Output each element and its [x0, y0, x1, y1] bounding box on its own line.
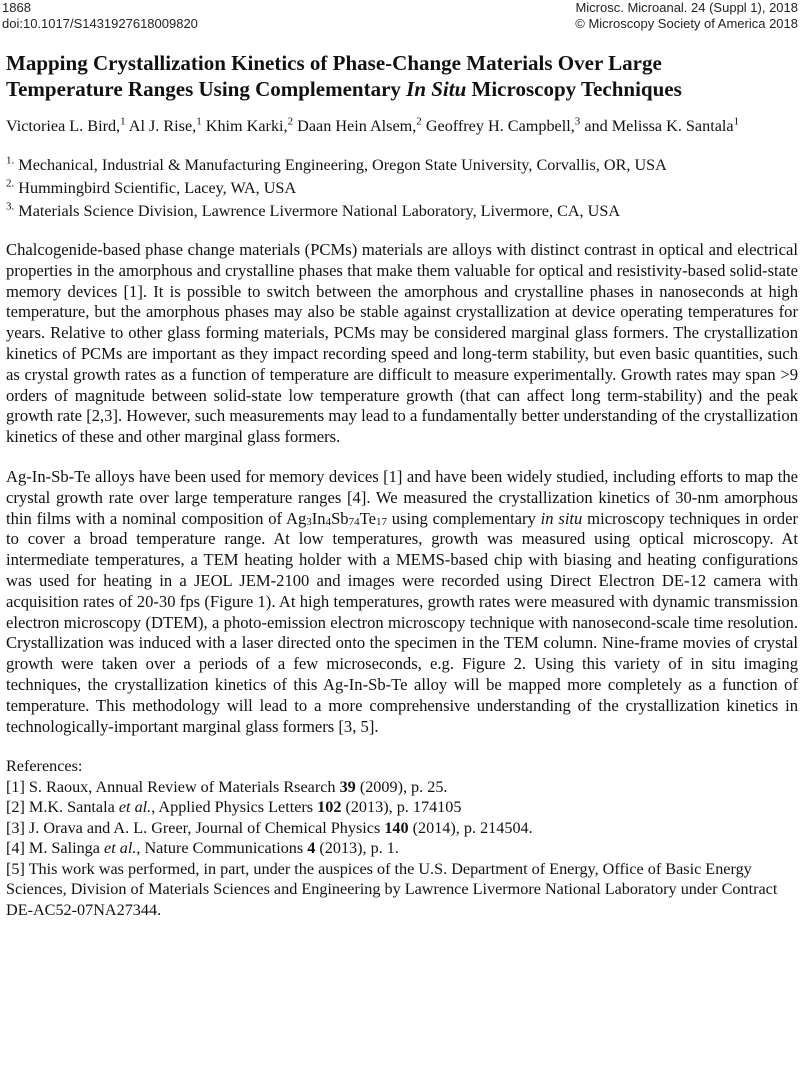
affiliation-number: 3.: [6, 200, 15, 213]
ref-text: [1] S. Raoux, Annual Review of Materials Rsearch: [6, 777, 340, 796]
affiliation-number: 1.: [6, 154, 15, 167]
ref-volume: 102: [317, 798, 342, 817]
ref-volume: 39: [339, 777, 356, 796]
doi: doi:10.1017/S1431927618009820: [2, 16, 198, 31]
reference-item: [5] This work was performed, in part, under the auspices of the U.S. Department of Energy, Office of Basic Energy Sciences, Division of Materials Sciences and Engineering by Lawrence Livermore National Laboratory under Contract DE-AC52-07NA27344.: [6, 859, 778, 919]
page-content: [2, 50, 798, 920]
ref-text: , Nature Communications: [136, 839, 308, 858]
reference-item: [6, 797, 798, 818]
title-line2-pre: Temperature Ranges Using Complementary: [6, 77, 407, 101]
author: Al J. Rise,: [125, 117, 197, 135]
paragraph-italic: in situ: [540, 508, 583, 528]
affiliation-text: Mechanical, Industrial & Manufacturing Engineering, Oregon State University, Corvallis, OR, USA: [14, 156, 667, 174]
ref-text: (2013), p. 1.: [315, 839, 399, 858]
element-symbol: In: [311, 508, 326, 528]
author-affil-sup: 2: [416, 115, 422, 128]
paragraph-text: microscopy techniques in order to cover a broad temperature range. At low temperatures, growth was measured using optical microscopy. At intermediate temperatures, a TEM heating holder with a MEMS-based chip with biasing and heating configurations was used for heating in a JEOL JEM-2100 and images were recorded using Direct Electron DE-12 camera with acquisition rates of 20-30 fps (Figure 1). At high temperatures, growth rates were measured with dynamic transmission electron microscopy (DTEM), a photo-emission electron microscopy technique with nanosecond-scale time resolution. Crystallization was induced with a laser directed onto the specimen in the TEM column. Nine-frame movies of crystal growth were taken over a periods of a few microseconds, e.g. Figure 2. Using this variety of in situ imaging techniques, the crystallization kinetics of this Ag-In-Sb-Te alloy will be mapped more completely as a function of temperature. This methodology will lead to a more comprehensive understanding of the crystallization kinetics in technologically-important marginal glass formers [3, 5].: [6, 508, 798, 736]
ref-etal: et al.: [104, 839, 137, 858]
body-paragraph-1: Chalcogenide-based phase change materials (PCMs) materials are alloys with distinct contrast in optical and electrical properties in the amorphous and crystalline phases that make them valuable for optical and resistivity-based solid-state memory devices [1]. It is possible to switch between the amorphous and crystalline phases in nanoseconds at high temperature, but the amorphous phases may also be stable against crystallization at device operating temperatures for years. Relative to other glass forming materials, PCMs may be considered marginal glass formers. The crystallization kinetics of PCMs are important as they impact recording speed and long-term stability, but even basic quantities, such as crystal growth rates as a function of temperature are difficult to measure experimentally. Growth rates may span >9 orders of magnitude between solid-state low temperature growth (that can affect long term-stability) and the peak growth rate [2,3]. However, such measurements may lead to a fundamentally better understanding of the crystallization kinetics of these and other marginal glass formers.: [6, 240, 798, 447]
element-symbol: Te: [359, 508, 376, 528]
paper-title: [6, 50, 798, 102]
ref-volume: 140: [384, 818, 409, 837]
header-left: [2, 0, 198, 32]
ref-text: [3] J. Orava and A. L. Greer, Journal of Chemical Physics: [6, 818, 385, 837]
author-affil-sup: 1: [120, 115, 126, 128]
ref-text: [4] M. Salinga: [6, 839, 105, 858]
paragraph-text: Ag-In-Sb-Te alloys have been used for memory devices [1] and have been widely studied, including efforts to map the crystal growth rate over large temperature ranges [4]. We measured the crystallization kinetics of 30-nm amorphous thin films with a nominal composition of Ag: [6, 466, 798, 528]
author-affil-sup: 1: [196, 115, 202, 128]
references-heading: References:: [6, 757, 83, 776]
subscript: 4: [325, 515, 332, 528]
paragraph-text: using complementary: [386, 508, 541, 528]
element-symbol: Sb: [331, 508, 349, 528]
title-line2-post: Microscopy Techniques: [466, 77, 682, 101]
author-list: [6, 116, 798, 137]
header-right: [575, 0, 798, 32]
ref-text: [2] M.K. Santala: [6, 798, 119, 817]
affiliation: [6, 154, 798, 177]
references-section: [6, 756, 798, 920]
reference-item: [6, 838, 798, 859]
title-italic: In Situ: [406, 77, 467, 101]
affiliation-number: 2.: [6, 177, 15, 190]
author-affil-sup: 1: [733, 115, 740, 128]
affiliation: [6, 177, 798, 200]
author: and Melissa K. Santala: [580, 117, 734, 135]
copyright: © Microscopy Society of America 2018: [575, 16, 798, 31]
title-line1: Mapping Crystallization Kinetics of Phase-Change Materials Over Large: [6, 51, 662, 75]
affiliation-text: Hummingbird Scientific, Lacey, WA, USA: [14, 179, 297, 197]
author-affil-sup: 2: [287, 115, 294, 128]
subscript: 3: [306, 515, 312, 528]
reference-item: [6, 777, 798, 798]
subscript: 17: [375, 515, 387, 528]
affiliation-list: [6, 154, 798, 223]
running-header: [0, 0, 800, 36]
subscript: 74: [348, 515, 360, 528]
ref-text: (2014), p. 214504.: [408, 818, 533, 837]
affiliation-text: Materials Science Division, Lawrence Livermore National Laboratory, Livermore, CA, USA: [14, 202, 621, 220]
body-paragraph-2: [6, 467, 798, 737]
author-affil-sup: 3: [574, 115, 581, 128]
author: Geoffrey H. Campbell,: [421, 117, 575, 135]
ref-volume: 4: [307, 839, 316, 858]
author: Victoriea L. Bird,: [6, 117, 121, 135]
ref-text: (2013), p. 174105: [341, 798, 462, 817]
author: Daan Hein Alsem,: [293, 117, 417, 135]
affiliation: [6, 200, 798, 223]
author: Khim Karki,: [201, 117, 288, 135]
page-number: 1868: [2, 0, 31, 15]
ref-etal: et al.: [118, 798, 152, 817]
ref-text: , Applied Physics Letters: [151, 798, 318, 817]
reference-item: [6, 818, 798, 839]
journal-citation: Microsc. Microanal. 24 (Suppl 1), 2018: [575, 0, 798, 15]
ref-text: (2009), p. 25.: [355, 777, 448, 796]
